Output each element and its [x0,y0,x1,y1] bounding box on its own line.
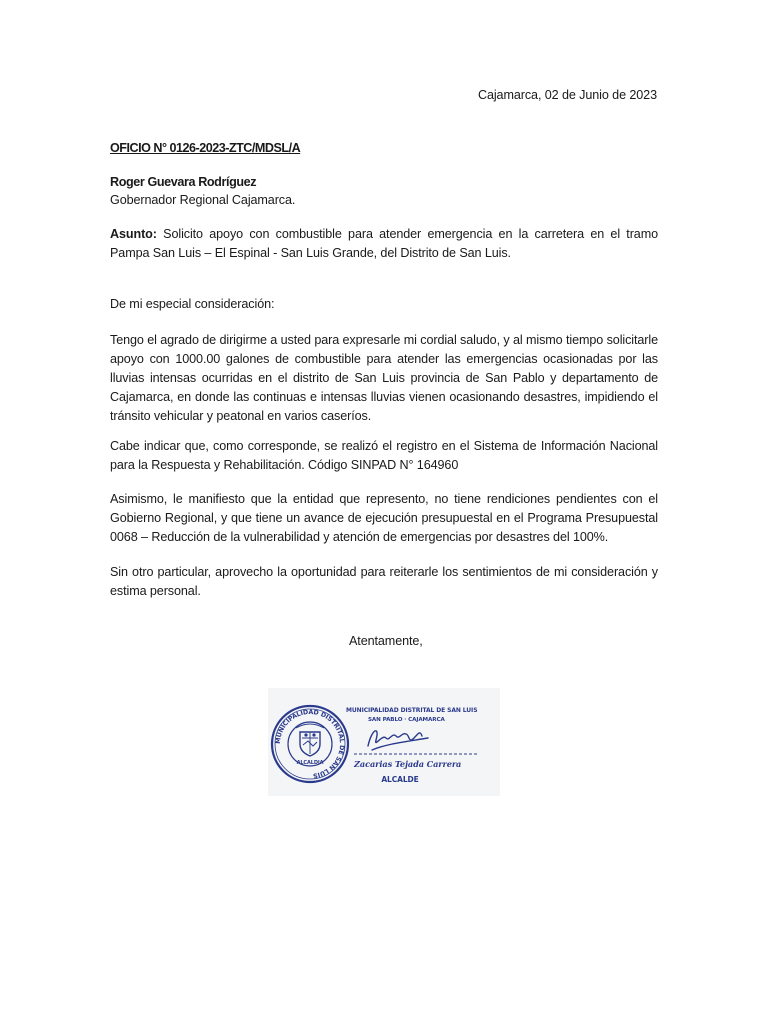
body-paragraph-1: Tengo el agrado de dirigirme a usted para expresarle mi cordial saludo, y al mismo tiempo solicitarle apoyo con 1000.00 galones de combustible para atender las emergencias ocasionadas por las lluvias intensas ocurridas en el distrito de San Luis provincia de San Pablo y departamento de Cajamarca, en donde las continuas e intensas lluvias vienen ocasionando desastres, impidiendo el tránsito vehicular y peatonal en varios caseríos. [110,333,658,423]
signature-stamp-block [268,688,500,796]
subject-label: Asunto: [110,227,157,241]
signer-role: ALCALDE [381,775,419,784]
signer-name: Zacarias Tejada Carrera [354,759,462,769]
date-line: Cajamarca, 02 de Junio de 2023 [477,88,657,102]
subject-text: Solicito apoyo con combustible para atender emergencia en la carretera en el tramo Pampa San Luis – El Espinal - San Luis Grande, del Distrito de San Luis. [110,227,658,260]
oficio-reference: OFICIO N° 0126-2023-ZTC/MDSL/A [110,141,301,155]
handwritten-signature [368,731,428,750]
body-paragraph-3: Asimismo, le manifiesto que la entidad que represento, no tiene rendiciones pendientes con el Gobierno Regional, y que tiene un avance de ejecución presupuestal en el Programa Presupuestal 0068 – Reducción de la vulnerabilidad y atención de emergencias por desastres del 100%. [110,492,658,544]
stamp-graphic [268,688,500,796]
greeting: De mi especial consideración: [110,297,275,311]
body-paragraph-2: Cabe indicar que, como corresponde, se realizó el registro en el Sistema de Información Nacional para la Respuesta y Rehabilitación. Código SINPAD N° 164960 [110,439,658,472]
seal-ring-text: MUNICIPALIDAD DISTRITAL DE SAN LUIS [274,708,346,779]
body-paragraph-4: Sin otro particular, aprovecho la oportunidad para reiterarle los sentimientos de mi consideración y estima personal. [110,565,658,598]
official-seal-icon [272,706,348,782]
seal-center-text: ALCALDIA [296,760,324,766]
addressee-title: Gobernador Regional Cajamarca. [110,193,296,207]
stamp-header-line-2: SAN PABLO · CAJAMARCA [368,717,445,723]
subject-line [110,225,658,263]
stamp-header-line-1: MUNICIPALIDAD DISTRITAL DE SAN LUIS [346,707,478,714]
addressee-name: Roger Guevara Rodríguez [110,175,257,189]
closing: Atentamente, [349,634,423,648]
